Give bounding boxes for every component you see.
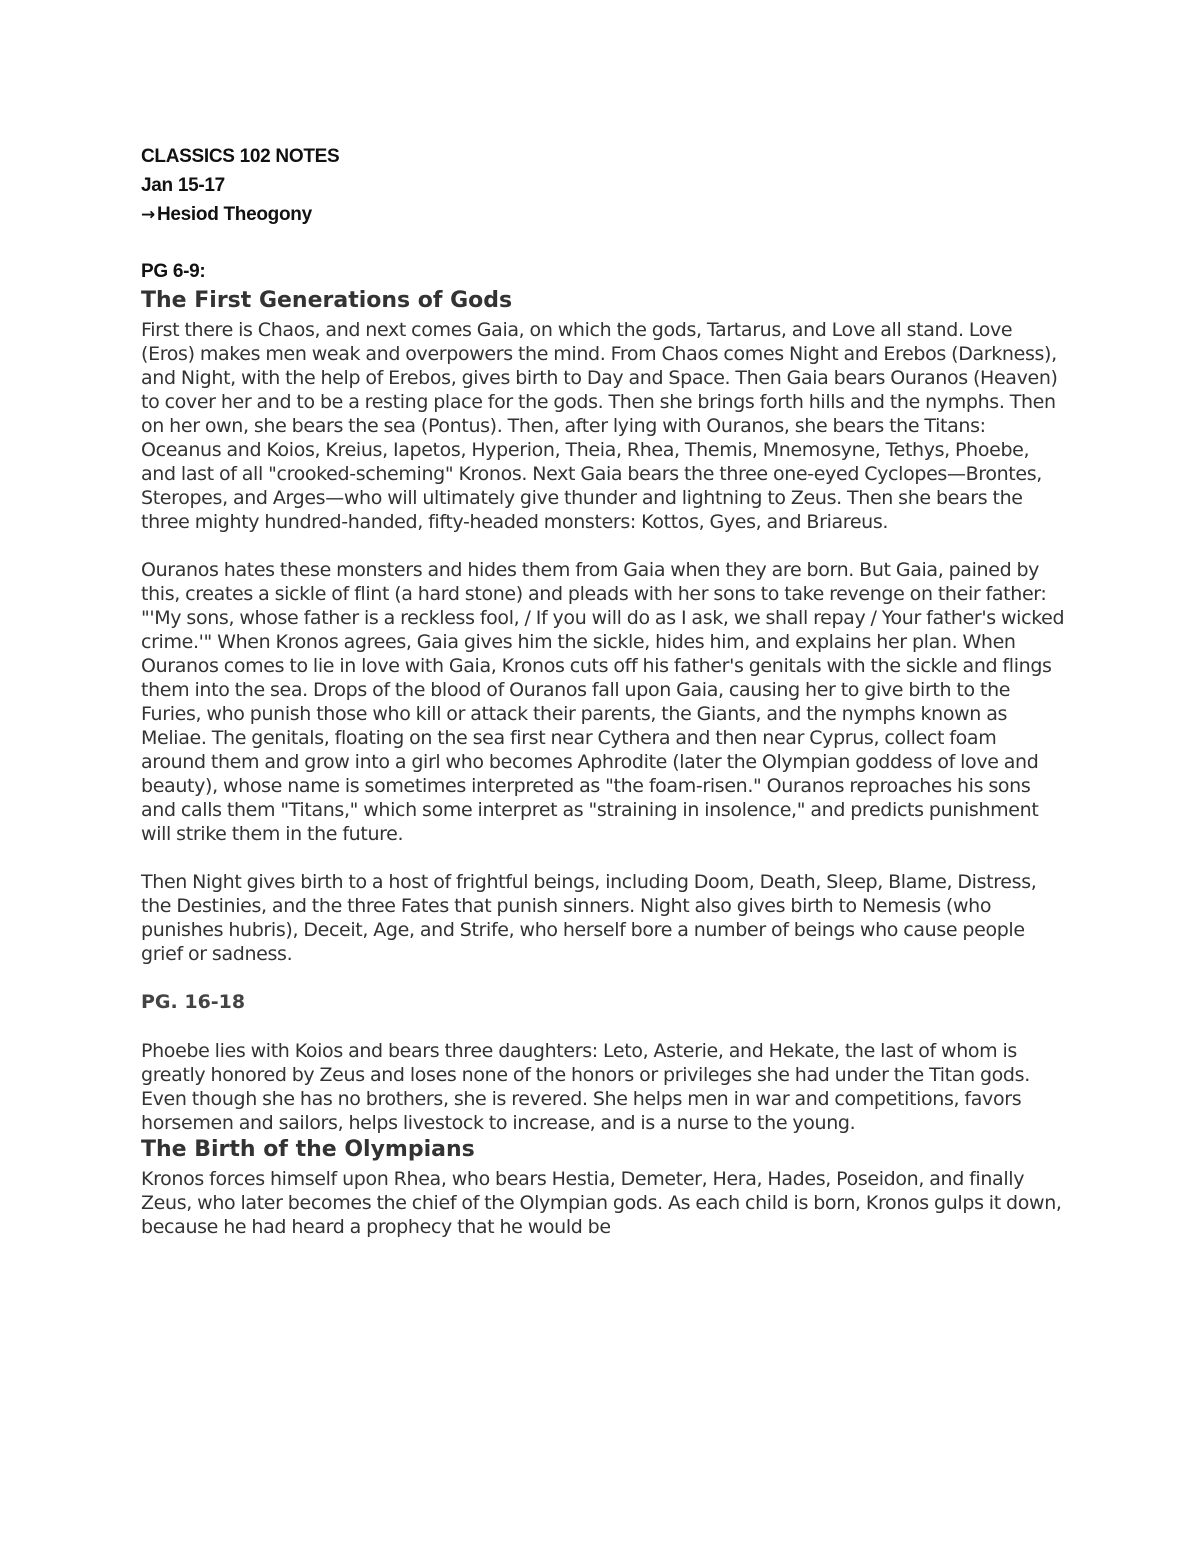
paragraph-kronos-rhea: Kronos forces himself upon Rhea, who bears Hestia, Demeter, Hera, Hades, Poseidon, and finally Zeus, who later becomes the chief of the Olympian gods. As each child is born, Kronos gulps it down, because he had heard a prophecy that he would be — [141, 1168, 1062, 1238]
paragraph-night: Then Night gives birth to a host of frightful beings, including Doom, Death, Sleep, Blame, Distress, the Destinies, and the three Fates that punish sinners. Night also gives birth to Nemesis (who punishes hubris), Deceit, Age, and Strife, who herself bore a number of beings who cause people grief or sadness. — [141, 871, 1037, 965]
paragraph-ouranos: Ouranos hates these monsters and hides them from Gaia when they are born. But Gaia, pained by this, creates a sickle of flint (a hard stone) and pleads with her sons to take revenge on their father: "'My sons, whose father is a reckless fool, / If you will do as I ask, we shall repay / Your father's wicked crime.'" When Kronos agrees, Gaia gives him the sickle, hides him, and explains her plan. When Ouranos comes to lie in love with Gaia, Kronos cuts off his father's genitals with the sickle and flings them into the sea. Drops of the blood of Ouranos fall upon Gaia, causing her to give birth to the Furies, who punish those who kill or attack their parents, the Giants, and the nymphs known as Meliae. The genitals, floating on the sea first near Cythera and then near Cyprus, collect foam around them and grow into a girl who becomes Aphrodite (later the Olympian goddess of love and beauty), whose name is sometimes interpreted as "the foam-risen." Ouranos reproaches his sons and calls them "Titans," which some interpret as "straining in insolence," and predicts punishment will strike them in the future. — [141, 559, 1065, 845]
page-reference-1: PG 6-9: — [141, 261, 206, 282]
paragraph-phoebe: Phoebe lies with Koios and bears three daughters: Leto, Asterie, and Hekate, the last of whom is greatly honored by Zeus and loses none of the honors or privileges she had under the Titan gods. Even though she has no brothers, she is revered. She helps men in war and competitions, favors horsemen and sailors, helps livestock to increase, and is a nurse to the young. — [141, 1040, 1030, 1134]
course-title: CLASSICS 102 NOTES — [141, 146, 340, 167]
topic-line — [141, 200, 1066, 230]
arrow-right-icon: → — [141, 205, 155, 225]
topic-label: Hesiod Theogony — [156, 204, 312, 225]
section-heading-first-generations: The First Generations of Gods — [141, 288, 513, 313]
notes-date: Jan 15-17 — [141, 175, 225, 196]
document-content — [141, 142, 1066, 1239]
spacer — [141, 230, 1066, 257]
page-reference-2: PG. 16-18 — [141, 991, 246, 1013]
section-heading-olympians: The Birth of the Olympians — [141, 1137, 475, 1162]
paragraph-chaos-gaia: First there is Chaos, and next comes Gaia, on which the gods, Tartarus, and Love all stand. Love (Eros) makes men weak and overpowers the mind. From Chaos comes Night and Erebos (Darkness), and Night, with the help of Erebos, gives birth to Day and Space. Then Gaia bears Ouranos (Heaven) to cover her and to be a resting place for the gods. Then she brings forth hills and the nymphs. Then on her own, she bears the sea (Pontus). Then, after lying with Ouranos, she bears the Titans: Oceanus and Koios, Kreius, Iapetos, Hyperion, Theia, Rhea, Themis, Mnemosyne, Tethys, Phoebe, and last of all "crooked-scheming" Kronos. Next Gaia bears the three one-eyed Cyclopes—Brontes, Steropes, and Arges—who will ultimately give thunder and lightning to Zeus. Then she bears the three mighty hundred-handed, fifty-headed monsters: Kottos, Gyes, and Briareus. — [141, 319, 1058, 533]
